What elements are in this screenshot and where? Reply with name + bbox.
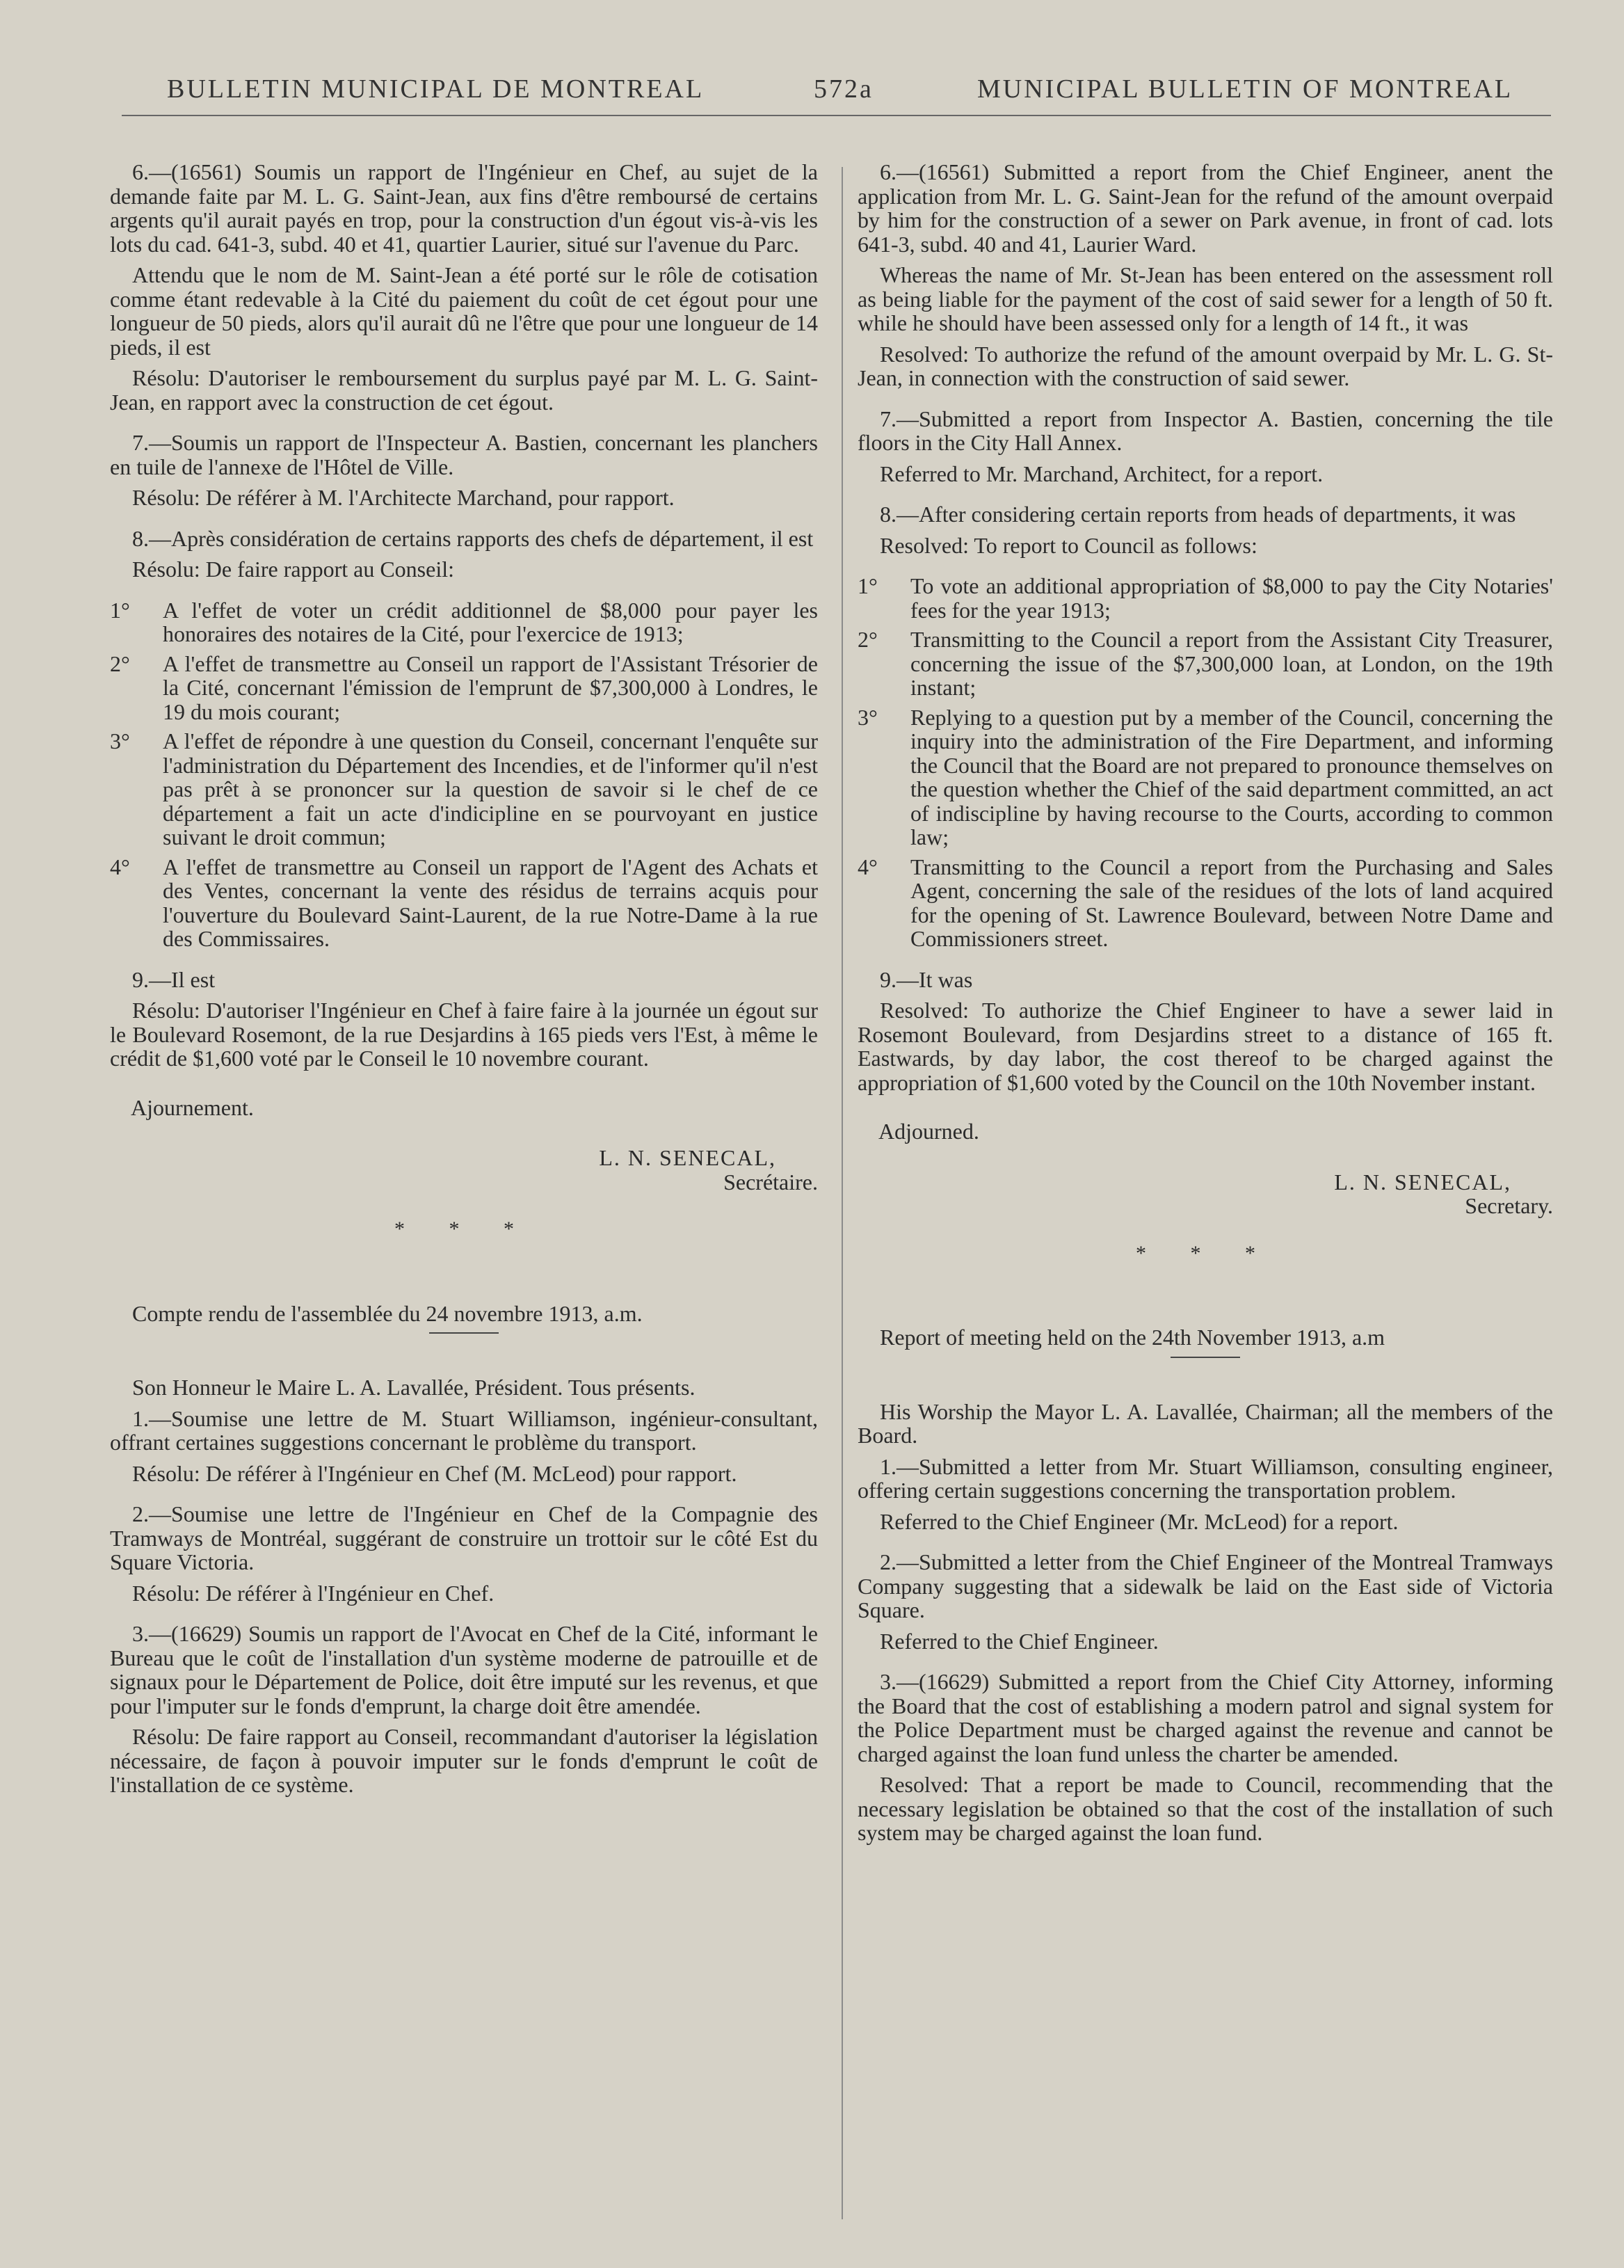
item-8-intro: 8.—Après considération de certains rapports des chefs de département, il est <box>132 525 814 551</box>
list-item-number: 4° <box>858 854 878 879</box>
signature <box>110 1146 818 1194</box>
list-item-text: Transmitting to the Council a report from the Purchasing and Sales Agent, concerning the sale of the residues of the lots of land acquired for the opening of St. Lawrence Boulevard, between Notre Dame and Commissioners street. <box>910 854 1553 951</box>
item-3-report: 3.—(16629) Submitted a report from the Chief City Attorney, informing the Board that the cost of establishing a modern patrol and signal system for the Police Department must be charged against the revenue and cannot be charged against the loan fund unless the charter be amended. <box>858 1669 1553 1766</box>
header-rule <box>122 115 1551 116</box>
item-9-intro: 9.—Il est <box>132 966 216 992</box>
header-title-french: BULLETIN MUNICIPAL DE MONTREAL <box>167 74 705 104</box>
signature-title: Secretary. <box>1465 1193 1553 1218</box>
council-report-list <box>858 574 1553 951</box>
section-separator: * * * <box>394 1217 533 1240</box>
list-item <box>110 652 818 724</box>
list-item <box>110 598 818 646</box>
list-item-text: A l'effet de transmettre au Conseil un rapport de l'Agent des Achats et des Ventes, concernant la vente des résidus de terrains acquis pour l'ouverture du Boulevard Saint-Laurent, de la rue Notre-Dame à la rue des Commissaires. <box>163 854 818 951</box>
list-item-number: 2° <box>110 650 130 676</box>
item-7-report: 7.—Submitted a report from Inspector A. Bastien, concerning the tile floors in the City Hall Annex. <box>858 406 1553 455</box>
meeting-report-title: Compte rendu de l'assemblée du 24 novembre 1913, a.m. <box>132 1300 643 1326</box>
page-header <box>0 74 1624 115</box>
list-item <box>858 855 1553 951</box>
item-7-resolution: Referred to Mr. Marchand, Architect, for a report. <box>880 461 1324 486</box>
signature <box>858 1170 1553 1218</box>
list-item-text: Transmitting to the Council a report from the Assistant City Treasurer, concerning the issue of the $7,300,000 loan, at London, on the 19th instant; <box>910 627 1553 700</box>
list-item <box>858 628 1553 700</box>
item-1-letter: 1.—Soumise une lettre de M. Stuart Williamson, ingénieur-consultant, offrant certaines suggestions concernant le problème du transport. <box>110 1405 818 1455</box>
item-8-resolution: Resolved: To report to Council as follows: <box>880 532 1257 558</box>
item-7-report: 7.—Soumis un rapport de l'Inspecteur A. Bastien, concernant les planchers en tuile de l'annexe de l'Hôtel de Ville. <box>110 430 818 479</box>
item-7-resolution: Résolu: De référer à M. l'Architecte Marchand, pour rapport. <box>132 485 675 510</box>
signature-name: L. N. SENECAL, <box>599 1145 776 1170</box>
short-rule <box>1171 1357 1240 1358</box>
item-6-resolution: Résolu: D'autoriser le remboursement du surplus payé par M. L. G. Saint-Jean, en rapport avec la construction de cet égout. <box>110 365 818 415</box>
item-2-resolution: Résolu: De référer à l'Ingénieur en Chef. <box>132 1580 495 1606</box>
header-title-english: MUNICIPAL BULLETIN OF MONTREAL <box>977 74 1513 104</box>
list-item-text: To vote an additional appropriation of $8,000 to pay the City Notaries' fees for the year 1913; <box>910 573 1553 623</box>
item-9-resolution: Résolu: D'autoriser l'Ingénieur en Chef à faire faire à la journée un égout sur le Boulevard Rosemont, de la rue Desjardins à 165 pieds vers l'Est, à même le crédit de $1,600 voté par le Conseil le 10 novembre courant. <box>110 998 818 1071</box>
column-divider <box>842 167 843 2219</box>
attendance: His Worship the Mayor L. A. Lavallée, Chairman; all the members of the Board. <box>858 1398 1553 1448</box>
list-item-number: 1° <box>858 573 878 598</box>
item-9-intro: 9.—It was <box>880 966 973 992</box>
list-item-number: 3° <box>858 704 878 730</box>
item-1-resolution: Résolu: De référer à l'Ingénieur en Chef (M. McLeod) pour rapport. <box>132 1460 737 1486</box>
signature-name: L. N. SENECAL, <box>1334 1169 1511 1195</box>
item-6-report: 6.—(16561) Submitted a report from the Chief Engineer, anent the application from Mr. L. G. Saint-Jean for the refund of the amount overpaid by him for the construction of a sewer on Park avenue, in front of cad. lots 641-3, subd. 40 and 41, Laurier Ward. <box>858 159 1553 257</box>
attendance: Son Honneur le Maire L. A. Lavallée, Président. Tous présents. <box>132 1375 696 1400</box>
list-item-number: 4° <box>110 854 130 879</box>
item-2-letter: 2.—Submitted a letter from the Chief Engineer of the Montreal Tramways Company suggesting that a sidewalk be laid on the East side of Victoria Square. <box>858 1549 1553 1622</box>
item-3-resolution: Resolved: That a report be made to Council, recommending that the necessary legislation be obtained so that the cost of the installation of such system may be charged against the loan fund. <box>858 1772 1553 1845</box>
item-6-report: 6.—(16561) Soumis un rapport de l'Ingénieur en Chef, au sujet de la demande faite par M. L. G. Saint-Jean, aux fins d'être remboursé de certains argents qu'il aurait payés en trop, pour la construction d'un égout vis-à-vis les lots du cad. 641-3, subd. 40 et 41, quartier Laurier, situé sur l'avenue du Parc. <box>110 159 818 257</box>
short-rule <box>429 1332 499 1334</box>
item-6-whereas: Attendu que le nom de M. Saint-Jean a été porté sur le rôle de cotisation comme étant redevable à la Cité du paiement du coût de cet égout pour une longueur de 50 pieds, alors qu'il aurait dû ne l'être que pour une longueur de 14 pieds, il est <box>110 262 818 360</box>
english-column <box>858 160 1553 1852</box>
list-item <box>110 855 818 951</box>
item-3-report: 3.—(16629) Soumis un rapport de l'Avocat en Chef de la Cité, informant le Bureau que le coût de l'installation d'un système moderne de patrouille et de signaux pour le Département de Police, doit être imputé sur les revenus, et que pour l'imputer sur le fonds d'emprunt, la charge doit être amendée. <box>110 1621 818 1718</box>
page-number: 572a <box>814 74 874 104</box>
item-8-intro: 8.—After considering certain reports from heads of departments, it was <box>880 502 1516 527</box>
item-9-resolution: Resolved: To authorize the Chief Engineer to have a sewer laid in Rosemont Boulevard, from Desjardins street to a distance of 165 ft. Eastwards, by day labor, the cost thereof to be charged against the appropriation of $1,600 voted by the Council on the 10th November instant. <box>858 998 1553 1095</box>
list-item-text: A l'effet de répondre à une question du Conseil, concernant l'enquête sur l'administration du Département des Incendies, et de l'informer qu'il n'est pas prêt à se prononcer sur la question de savoir si le chef de ce département a fait un acte d'indicipline en se pourvoyant en justice suivant le droit commun; <box>163 728 818 849</box>
french-column <box>110 160 818 1804</box>
item-3-resolution: Résolu: De faire rapport au Conseil, recommandant d'autoriser la législation nécessaire, de façon à pouvoir imputer sur le fonds d'emprunt le coût de l'installation de ce système. <box>110 1724 818 1797</box>
item-8-resolution: Résolu: De faire rapport au Conseil: <box>132 557 454 582</box>
item-6-whereas: Whereas the name of Mr. St-Jean has been entered on the assessment roll as being liable for the payment of the cost of said sewer for a length of 50 ft. while he should have been assessed only for a length of 14 ft., it was <box>858 262 1553 335</box>
item-2-letter: 2.—Soumise une lettre de l'Ingénieur en Chef de la Compagnie des Tramways de Montréal, suggérant de construire un trottoir sur le côté Est du Square Victoria. <box>110 1501 818 1574</box>
signature-title: Secrétaire. <box>723 1169 818 1195</box>
list-item <box>858 705 1553 849</box>
adjournment: Adjourned. <box>878 1119 979 1144</box>
item-2-resolution: Referred to the Chief Engineer. <box>880 1628 1159 1654</box>
item-1-letter: 1.—Submitted a letter from Mr. Stuart Williamson, consulting engineer, offering certain suggestions concerning the transportation problem. <box>858 1453 1553 1503</box>
list-item <box>110 729 818 849</box>
list-item-text: Replying to a question put by a member of the Council, concerning the inquiry into the administration of the Fire Department, and informing the Council that the Board are not prepared to pronounce themselves on the question whether the Chief of the said department committed, an act of indiscipline by having recourse to the Courts, according to common law; <box>910 704 1553 849</box>
list-item <box>858 574 1553 622</box>
list-item-text: A l'effet de voter un crédit additionnel de $8,000 pour payer les honoraires des notaires de la Cité, pour l'exercice de 1913; <box>163 597 818 646</box>
meeting-report-title: Report of meeting held on the 24th November 1913, a.m <box>880 1325 1385 1350</box>
list-item-text: A l'effet de transmettre au Conseil un rapport de l'Assistant Trésorier de la Cité, concernant l'émission de l'emprunt de $7,300,000 à Londres, le 19 du mois courant; <box>163 650 818 724</box>
council-report-list <box>110 598 818 951</box>
adjournment: Ajournement. <box>131 1094 254 1120</box>
section-separator: * * * <box>1136 1241 1275 1265</box>
item-1-resolution: Referred to the Chief Engineer (Mr. McLeod) for a report. <box>880 1508 1399 1534</box>
list-item-number: 2° <box>858 627 878 652</box>
list-item-number: 1° <box>110 597 130 623</box>
list-item-number: 3° <box>110 728 130 753</box>
item-6-resolution: Resolved: To authorize the refund of the amount overpaid by Mr. L. G. St-Jean, in connection with the construction of said sewer. <box>858 341 1553 390</box>
